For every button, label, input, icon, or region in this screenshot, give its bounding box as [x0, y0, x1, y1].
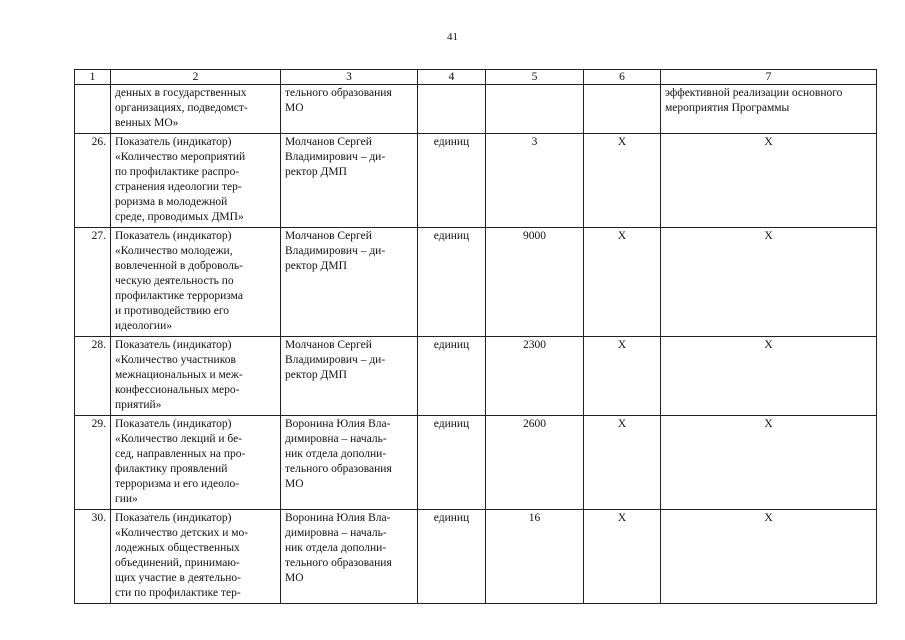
indicator-cell: денных в государственных организациях, подведомст- венных МО» — [111, 85, 281, 134]
continuation-row — [75, 85, 877, 134]
table-row — [75, 510, 877, 604]
col7-cell: Х — [661, 228, 877, 337]
value-cell: 16 — [486, 510, 584, 604]
responsible-cell: Молчанов Сергей Владимирович – ди- ректор ДМП — [281, 228, 418, 337]
indicator-cell: Показатель (индикатор) «Количество лекций и бе- сед, направленных на про- филактику проявлений терроризма и его идеоло- гии» — [111, 416, 281, 510]
col7-cell: Х — [661, 337, 877, 416]
indicator-cell: Показатель (индикатор) «Количество мероприятий по профилактике распро- странения идеологии тер- роризма в молодежной среде, проводимых ДМП» — [111, 134, 281, 228]
col7-cell: Х — [661, 510, 877, 604]
col6-cell: Х — [584, 228, 661, 337]
indicator-cell: Показатель (индикатор) «Количество участников межнациональных и меж- конфессиональных меро- приятий» — [111, 337, 281, 416]
responsible-cell: Молчанов Сергей Владимирович – ди- ректор ДМП — [281, 337, 418, 416]
header-row — [75, 70, 877, 85]
value-cell: 2300 — [486, 337, 584, 416]
unit-cell: единиц — [418, 228, 486, 337]
responsible-cell: тельного образования МО — [281, 85, 418, 134]
unit-cell: единиц — [418, 416, 486, 510]
value-cell — [486, 85, 584, 134]
table-row — [75, 337, 877, 416]
table-row — [75, 134, 877, 228]
header-cell: 4 — [418, 70, 486, 85]
value-cell: 9000 — [486, 228, 584, 337]
col6-cell — [584, 85, 661, 134]
col7-cell: эффективной реализации основного мероприятия Программы — [661, 85, 877, 134]
responsible-cell: Молчанов Сергей Владимирович – ди- ректор ДМП — [281, 134, 418, 228]
number-cell: 29. — [75, 416, 111, 510]
number-cell — [75, 85, 111, 134]
number-cell: 27. — [75, 228, 111, 337]
unit-cell: единиц — [418, 134, 486, 228]
col6-cell: Х — [584, 510, 661, 604]
number-cell: 26. — [75, 134, 111, 228]
indicator-cell: Показатель (индикатор) «Количество детских и мо- лодежных общественных объединений, принимаю- щих участие в деятельно- сти по профилактике тер- — [111, 510, 281, 604]
value-cell: 3 — [486, 134, 584, 228]
header-cell: 6 — [584, 70, 661, 85]
responsible-cell: Воронина Юлия Вла- димировна – началь- ник отдела дополни- тельного образования МО — [281, 416, 418, 510]
unit-cell — [418, 85, 486, 134]
responsible-cell: Воронина Юлия Вла- димировна – началь- ник отдела дополни- тельного образования МО — [281, 510, 418, 604]
table-row — [75, 416, 877, 510]
number-cell: 28. — [75, 337, 111, 416]
table-row — [75, 228, 877, 337]
number-cell: 30. — [75, 510, 111, 604]
page-number: 41 — [447, 31, 458, 43]
col7-cell: Х — [661, 134, 877, 228]
header-cell: 2 — [111, 70, 281, 85]
col6-cell: Х — [584, 337, 661, 416]
header-cell: 1 — [75, 70, 111, 85]
value-cell: 2600 — [486, 416, 584, 510]
header-cell: 3 — [281, 70, 418, 85]
unit-cell: единиц — [418, 337, 486, 416]
indicators-table — [74, 69, 877, 604]
indicator-cell: Показатель (индикатор) «Количество молодежи, вовлеченной в доброволь- ческую деятельность по профилактике терроризма и противодействию его идеологии» — [111, 228, 281, 337]
unit-cell: единиц — [418, 510, 486, 604]
col7-cell: Х — [661, 416, 877, 510]
col6-cell: Х — [584, 134, 661, 228]
header-cell: 5 — [486, 70, 584, 85]
header-cell: 7 — [661, 70, 877, 85]
col6-cell: Х — [584, 416, 661, 510]
